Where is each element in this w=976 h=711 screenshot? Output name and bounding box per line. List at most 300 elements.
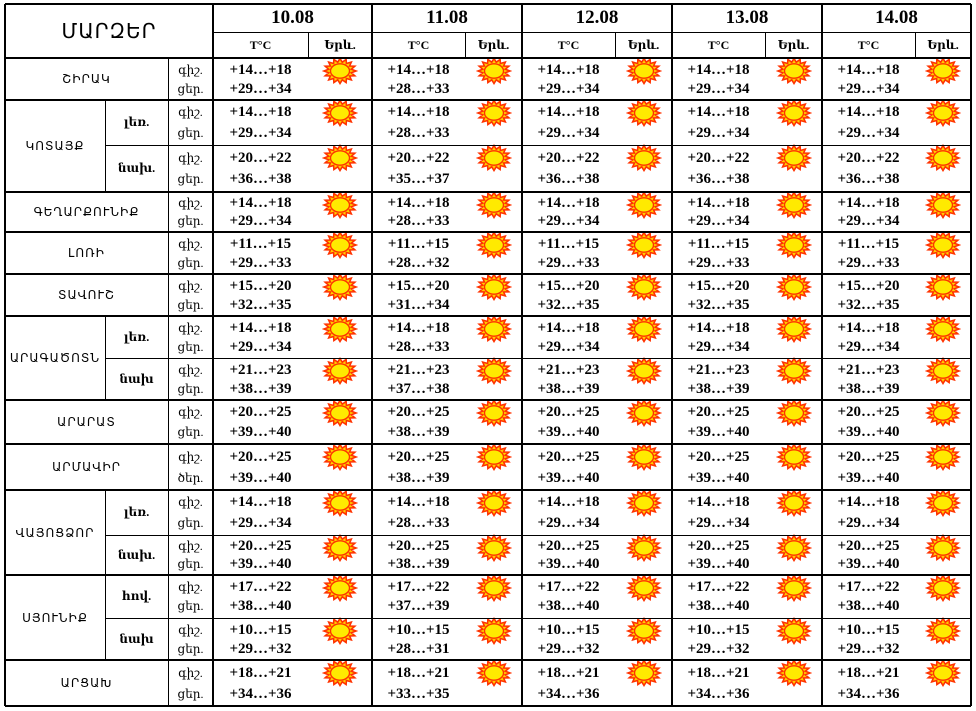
- sun-icon: [476, 617, 512, 645]
- sun-icon: [626, 315, 662, 343]
- sun-icon: [322, 144, 358, 172]
- subregion-label: նախ: [119, 631, 154, 646]
- night-temperature: +21…+23: [537, 361, 600, 378]
- night-temperature: +20…+22: [229, 149, 292, 166]
- night-temperature: +20…+25: [229, 538, 292, 554]
- sun-icon: [626, 489, 662, 517]
- time-of-day-label: ցեր.: [177, 557, 204, 571]
- night-temperature: +14…+18: [537, 319, 600, 336]
- night-temperature: +11…+15: [537, 235, 600, 252]
- night-temperature: +20…+25: [537, 404, 600, 420]
- grid-line: [105, 145, 971, 146]
- sun-icon: [322, 357, 358, 385]
- night-temperature: +10…+15: [687, 621, 750, 638]
- grid-line: [5, 99, 971, 101]
- night-temperature: +14…+18: [687, 494, 750, 511]
- day-temperature: +36…+38: [229, 171, 292, 188]
- grid-line: [5, 399, 971, 401]
- time-of-day-label: ծեր.: [177, 470, 204, 485]
- time-of-day-label: գիշ.: [178, 405, 203, 419]
- day-temperature: +32…+35: [687, 296, 750, 313]
- night-temperature: +18…+21: [837, 664, 900, 681]
- time-of-day-label: ցեր.: [177, 515, 204, 530]
- day-temperature: +38…+40: [229, 598, 292, 615]
- night-temperature: +14…+18: [537, 61, 600, 78]
- time-of-day-label: գիշ.: [178, 320, 203, 335]
- night-temperature: +14…+18: [229, 61, 292, 78]
- sun-icon: [476, 357, 512, 385]
- sun-icon: [776, 191, 812, 219]
- subregion-label: լեռ.: [123, 115, 150, 129]
- night-temperature: +14…+18: [687, 104, 750, 121]
- night-temperature: +14…+18: [387, 319, 450, 336]
- night-temperature: +14…+18: [229, 195, 292, 211]
- day-temperature: +38…+39: [687, 380, 750, 397]
- grid-line: [105, 535, 971, 536]
- time-of-day-label: ցեր.: [177, 297, 204, 312]
- day-temperature: +36…+38: [537, 171, 600, 188]
- sun-icon: [626, 443, 662, 471]
- night-temperature: +21…+23: [687, 361, 750, 378]
- grid-line: [105, 618, 971, 619]
- day-temperature: +29…+34: [837, 338, 900, 355]
- night-temperature: +21…+23: [837, 361, 900, 378]
- weather-column-header: Երև.: [777, 37, 810, 52]
- region-name: ԼՈՌԻ: [68, 246, 105, 260]
- night-temperature: +14…+18: [387, 195, 450, 211]
- sun-icon: [322, 399, 358, 427]
- region-name: ԱՐՄԱՎԻՐ: [52, 460, 121, 474]
- day-temperature: +34…+36: [229, 685, 292, 702]
- night-temperature: +11…+15: [387, 235, 450, 252]
- sun-icon: [626, 273, 662, 301]
- grid-line: [465, 32, 466, 58]
- sun-icon: [322, 659, 358, 687]
- day-temperature: +29…+34: [837, 213, 900, 229]
- night-temperature: +14…+18: [837, 319, 900, 336]
- day-temperature: +33…+35: [387, 685, 450, 702]
- night-temperature: +20…+25: [229, 448, 292, 465]
- day-temperature: +29…+34: [837, 514, 900, 531]
- sun-icon: [925, 443, 961, 471]
- sun-icon: [925, 399, 961, 427]
- night-temperature: +20…+22: [837, 149, 900, 166]
- sun-icon: [626, 659, 662, 687]
- day-temperature: +32…+35: [537, 296, 600, 313]
- day-temperature: +29…+33: [837, 254, 900, 271]
- day-temperature: +29…+34: [687, 213, 750, 229]
- day-temperature: +28…+33: [387, 514, 450, 531]
- time-of-day-label: ցեր.: [177, 81, 204, 96]
- day-temperature: +29…+34: [537, 514, 600, 531]
- grid-line: [5, 489, 971, 491]
- night-temperature: +15…+20: [687, 277, 750, 294]
- time-of-day-label: ցեր.: [177, 599, 204, 614]
- night-temperature: +20…+25: [387, 448, 450, 465]
- weather-column-header: Երև.: [927, 37, 959, 52]
- subregion-label: նախ.: [117, 547, 156, 562]
- sun-icon: [925, 273, 961, 301]
- sun-icon: [925, 57, 961, 85]
- temp-column-header: T°C: [249, 37, 272, 52]
- subregion-label: նախ: [119, 371, 154, 386]
- time-of-day-label: գիշ.: [178, 150, 203, 165]
- sun-icon: [322, 231, 358, 259]
- night-temperature: +15…+20: [837, 277, 900, 294]
- grid-line: [5, 574, 971, 576]
- grid-line: [212, 4, 214, 706]
- grid-line: [371, 4, 373, 706]
- grid-line: [213, 32, 971, 33]
- sun-icon: [925, 191, 961, 219]
- day-temperature: +37…+38: [387, 380, 450, 397]
- grid-line: [821, 4, 823, 706]
- day-temperature: +32…+35: [229, 296, 292, 313]
- sun-icon: [776, 144, 812, 172]
- sun-icon: [626, 617, 662, 645]
- sun-icon: [925, 357, 961, 385]
- grid-line: [5, 191, 971, 193]
- sun-icon: [476, 315, 512, 343]
- time-of-day-label: գիշ.: [178, 236, 203, 251]
- date-header: 14.08: [875, 7, 918, 28]
- day-temperature: +39…+40: [687, 424, 750, 440]
- sun-icon: [626, 191, 662, 219]
- sun-icon: [322, 99, 358, 127]
- day-temperature: +29…+34: [537, 124, 600, 141]
- time-of-day-label: ցեր.: [177, 339, 204, 354]
- day-temperature: +29…+34: [837, 80, 900, 97]
- sun-icon: [925, 617, 961, 645]
- day-temperature: +38…+39: [837, 380, 900, 397]
- day-temperature: +36…+38: [687, 171, 750, 188]
- sun-icon: [476, 273, 512, 301]
- day-temperature: +29…+34: [687, 80, 750, 97]
- day-temperature: +38…+40: [537, 598, 600, 615]
- night-temperature: +17…+22: [537, 578, 600, 595]
- night-temperature: +20…+25: [687, 538, 750, 554]
- time-of-day-label: ցեր.: [177, 214, 204, 228]
- day-temperature: +29…+33: [229, 254, 292, 271]
- sun-icon: [925, 574, 961, 602]
- subregion-label: լեռ.: [123, 329, 150, 344]
- sun-icon: [476, 659, 512, 687]
- day-temperature: +29…+34: [687, 338, 750, 355]
- day-temperature: +29…+34: [229, 338, 292, 355]
- night-temperature: +14…+18: [687, 319, 750, 336]
- day-temperature: +38…+39: [387, 556, 450, 572]
- night-temperature: +20…+25: [387, 538, 450, 554]
- grid-line: [970, 4, 972, 706]
- night-temperature: +10…+15: [229, 621, 292, 638]
- night-temperature: +17…+22: [687, 578, 750, 595]
- sun-icon: [476, 489, 512, 517]
- sun-icon: [925, 534, 961, 562]
- sun-icon: [322, 191, 358, 219]
- night-temperature: +15…+20: [229, 277, 292, 294]
- night-temperature: +14…+18: [837, 61, 900, 78]
- sun-icon: [322, 534, 358, 562]
- day-temperature: +29…+34: [537, 213, 600, 229]
- day-temperature: +39…+40: [537, 469, 600, 486]
- night-temperature: +20…+25: [537, 538, 600, 554]
- temp-column-header: T°C: [707, 37, 730, 52]
- time-of-day-label: գիշ.: [178, 622, 203, 637]
- temp-column-header: T°C: [407, 37, 430, 52]
- grid-line: [5, 3, 971, 5]
- subregion-label: նախ.: [117, 161, 156, 175]
- day-temperature: +28…+33: [387, 124, 450, 141]
- grid-line: [105, 358, 971, 359]
- region-name: ԱՐՑԱԽ: [60, 676, 113, 690]
- day-temperature: +39…+40: [229, 424, 292, 440]
- night-temperature: +21…+23: [229, 361, 292, 378]
- sun-icon: [626, 144, 662, 172]
- sun-icon: [322, 57, 358, 85]
- night-temperature: +14…+18: [537, 104, 600, 121]
- sun-icon: [476, 191, 512, 219]
- day-temperature: +39…+40: [687, 556, 750, 572]
- sun-icon: [476, 231, 512, 259]
- date-header: 12.08: [575, 7, 619, 28]
- day-temperature: +29…+32: [229, 640, 292, 657]
- day-temperature: +29…+34: [837, 124, 900, 141]
- region-name: ՏԱՎՈՒՇ: [57, 288, 116, 302]
- sun-icon: [925, 315, 961, 343]
- sun-icon: [322, 574, 358, 602]
- night-temperature: +11…+15: [687, 235, 750, 252]
- weather-column-header: Երև.: [324, 37, 356, 52]
- sun-icon: [626, 534, 662, 562]
- grid-line: [4, 4, 6, 706]
- night-temperature: +18…+21: [687, 664, 750, 681]
- grid-line: [105, 100, 106, 192]
- day-temperature: +38…+40: [687, 598, 750, 615]
- weather-column-header: Երև.: [477, 37, 510, 52]
- grid-line: [671, 4, 673, 706]
- night-temperature: +18…+21: [229, 664, 292, 681]
- time-of-day-label: գիշ.: [178, 105, 203, 120]
- sun-icon: [776, 659, 812, 687]
- night-temperature: +20…+22: [687, 149, 750, 166]
- sun-icon: [476, 534, 512, 562]
- grid-line: [5, 315, 971, 317]
- sun-icon: [925, 231, 961, 259]
- day-temperature: +37…+39: [387, 598, 450, 615]
- subregion-label: հով.: [121, 589, 152, 603]
- night-temperature: +14…+18: [387, 61, 450, 78]
- grid-line: [5, 231, 971, 233]
- temp-column-header: T°C: [857, 37, 880, 52]
- weather-column-header: Երև.: [627, 37, 660, 52]
- sun-icon: [476, 57, 512, 85]
- grid-line: [5, 273, 971, 275]
- night-temperature: +20…+22: [387, 149, 450, 166]
- day-temperature: +28…+33: [387, 80, 450, 97]
- region-name: ԳԵՂԱՐՔՈՒՆԻՔ: [33, 205, 140, 219]
- time-of-day-label: ցեր.: [177, 641, 204, 656]
- day-temperature: +34…+36: [837, 685, 900, 702]
- day-temperature: +28…+31: [387, 640, 450, 657]
- sun-icon: [626, 357, 662, 385]
- night-temperature: +17…+22: [837, 578, 900, 595]
- day-temperature: +29…+34: [537, 338, 600, 355]
- day-temperature: +38…+39: [387, 424, 450, 440]
- grid-line: [915, 32, 916, 58]
- time-of-day-label: ցեր.: [177, 381, 204, 396]
- day-temperature: +29…+34: [229, 213, 292, 229]
- day-temperature: +29…+32: [837, 640, 900, 657]
- sun-icon: [776, 399, 812, 427]
- night-temperature: +10…+15: [837, 621, 900, 638]
- time-of-day-label: ցեր.: [177, 255, 204, 270]
- sun-icon: [776, 617, 812, 645]
- day-temperature: +34…+36: [687, 685, 750, 702]
- grid-line: [615, 32, 616, 58]
- sun-icon: [626, 574, 662, 602]
- night-temperature: +14…+18: [229, 319, 292, 336]
- time-of-day-label: գիշ.: [178, 62, 203, 77]
- sun-icon: [476, 399, 512, 427]
- time-of-day-label: գիշ.: [178, 495, 203, 510]
- time-of-day-label: գիշ.: [178, 278, 203, 293]
- night-temperature: +14…+18: [837, 195, 900, 211]
- time-of-day-label: ցեր.: [177, 125, 204, 140]
- grid-line: [5, 443, 971, 445]
- sun-icon: [476, 144, 512, 172]
- sun-icon: [322, 315, 358, 343]
- time-of-day-label: գիշ.: [178, 196, 203, 210]
- grid-line: [765, 32, 766, 58]
- day-temperature: +29…+33: [537, 254, 600, 271]
- night-temperature: +14…+18: [837, 104, 900, 121]
- day-temperature: +29…+34: [687, 124, 750, 141]
- sun-icon: [626, 57, 662, 85]
- day-temperature: +29…+34: [229, 514, 292, 531]
- time-of-day-label: գիշ.: [178, 362, 203, 377]
- sun-icon: [925, 659, 961, 687]
- sun-icon: [322, 489, 358, 517]
- grid-line: [5, 57, 971, 59]
- day-temperature: +38…+39: [387, 469, 450, 486]
- night-temperature: +18…+21: [387, 664, 450, 681]
- day-temperature: +29…+33: [687, 254, 750, 271]
- day-temperature: +28…+33: [387, 213, 450, 229]
- grid-line: [168, 58, 169, 706]
- sun-icon: [322, 273, 358, 301]
- day-temperature: +29…+34: [537, 80, 600, 97]
- sun-icon: [776, 99, 812, 127]
- night-temperature: +14…+18: [229, 104, 292, 121]
- day-temperature: +39…+40: [837, 469, 900, 486]
- sun-icon: [776, 231, 812, 259]
- temp-column-header: T°C: [557, 37, 580, 52]
- sun-icon: [322, 617, 358, 645]
- night-temperature: +10…+15: [537, 621, 600, 638]
- grid-line: [308, 32, 309, 58]
- sun-icon: [776, 534, 812, 562]
- day-temperature: +39…+40: [537, 424, 600, 440]
- sun-icon: [925, 489, 961, 517]
- day-temperature: +29…+32: [687, 640, 750, 657]
- night-temperature: +11…+15: [229, 235, 292, 252]
- date-header: 10.08: [271, 7, 314, 28]
- day-temperature: +29…+32: [537, 640, 600, 657]
- day-temperature: +28…+33: [387, 338, 450, 355]
- day-temperature: +32…+35: [837, 296, 900, 313]
- sun-icon: [476, 443, 512, 471]
- sun-icon: [322, 443, 358, 471]
- night-temperature: +14…+18: [537, 195, 600, 211]
- day-temperature: +29…+34: [229, 124, 292, 141]
- day-temperature: +39…+40: [229, 469, 292, 486]
- day-temperature: +39…+40: [837, 424, 900, 440]
- night-temperature: +11…+15: [837, 235, 900, 252]
- sun-icon: [776, 273, 812, 301]
- region-name: ՇԻՐԱԿ: [62, 72, 111, 86]
- night-temperature: +20…+25: [687, 404, 750, 420]
- sun-icon: [626, 399, 662, 427]
- day-temperature: +38…+39: [229, 380, 292, 397]
- night-temperature: +20…+25: [387, 404, 450, 420]
- sun-icon: [925, 99, 961, 127]
- time-of-day-label: ցեր.: [177, 172, 204, 187]
- night-temperature: +17…+22: [229, 578, 292, 595]
- day-temperature: +35…+37: [387, 171, 450, 188]
- subregion-label: լեռ.: [123, 505, 150, 519]
- sun-icon: [776, 574, 812, 602]
- region-name: ԿՈՏԱՅՔ: [25, 139, 85, 153]
- night-temperature: +20…+22: [537, 149, 600, 166]
- time-of-day-label: գիշ.: [178, 449, 203, 464]
- night-temperature: +20…+25: [537, 448, 600, 465]
- night-temperature: +14…+18: [687, 195, 750, 211]
- night-temperature: +20…+25: [687, 448, 750, 465]
- day-temperature: +31…+34: [387, 296, 450, 313]
- night-temperature: +21…+23: [387, 361, 450, 378]
- sun-icon: [476, 99, 512, 127]
- night-temperature: +14…+18: [229, 494, 292, 511]
- night-temperature: +20…+25: [837, 448, 900, 465]
- region-name: ՎԱՅՈՑՁՈՐ: [15, 525, 95, 540]
- region-name: ՍՅՈՒՆԻՔ: [22, 610, 88, 625]
- night-temperature: +20…+25: [229, 404, 292, 420]
- night-temperature: +20…+25: [837, 404, 900, 420]
- day-temperature: +39…+40: [537, 556, 600, 572]
- day-temperature: +29…+34: [687, 514, 750, 531]
- grid-line: [5, 659, 971, 661]
- grid-line: [105, 490, 106, 575]
- night-temperature: +10…+15: [387, 621, 450, 638]
- night-temperature: +15…+20: [387, 277, 450, 294]
- day-temperature: +34…+36: [537, 685, 600, 702]
- sun-icon: [776, 57, 812, 85]
- region-name: ԱՐԱՐԱՏ: [57, 415, 116, 429]
- sun-icon: [776, 443, 812, 471]
- day-temperature: +38…+40: [837, 598, 900, 615]
- sun-icon: [925, 144, 961, 172]
- sun-icon: [626, 99, 662, 127]
- night-temperature: +14…+18: [687, 61, 750, 78]
- day-temperature: +39…+40: [837, 556, 900, 572]
- day-temperature: +39…+40: [229, 556, 292, 572]
- header-title: ՄԱՐԶԵՐ: [61, 19, 157, 43]
- grid-line: [521, 4, 523, 706]
- day-temperature: +39…+40: [687, 469, 750, 486]
- night-temperature: +14…+18: [837, 494, 900, 511]
- night-temperature: +18…+21: [537, 664, 600, 681]
- day-temperature: +28…+32: [387, 254, 450, 271]
